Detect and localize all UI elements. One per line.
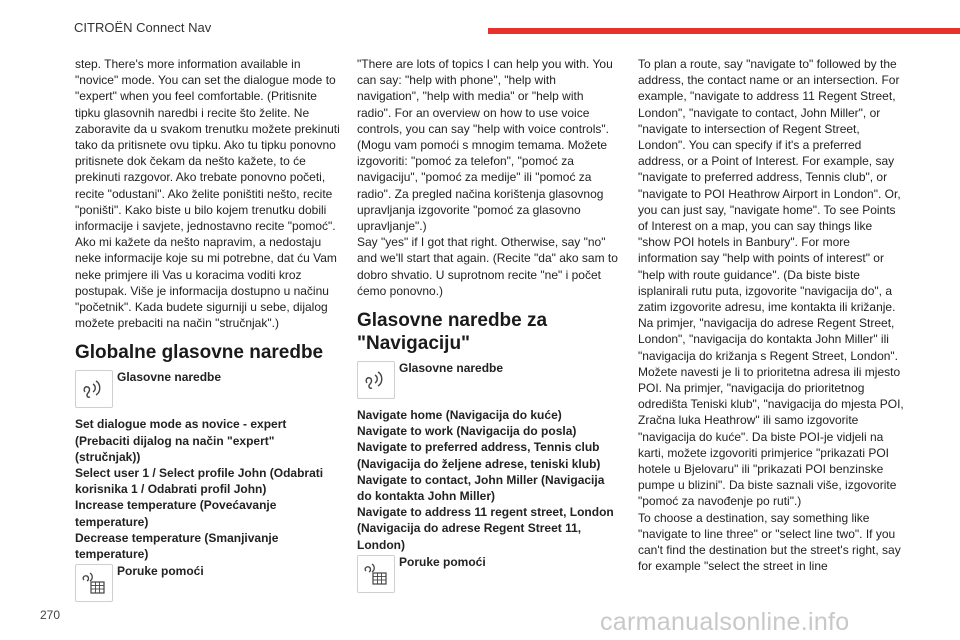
header-accent-bar — [488, 28, 960, 34]
running-header: CITROËN Connect Nav — [74, 20, 212, 35]
column-2 — [357, 56, 620, 601]
column-1 — [75, 56, 343, 610]
help-messages-icon — [357, 555, 395, 593]
help-messages-label-row — [75, 564, 343, 602]
column-3 — [638, 56, 904, 575]
help-messages-label: Poruke pomoći — [117, 564, 204, 579]
intro-paragraph: step. There's more information available in "novice" mode. You can set the dialogue mode to "expert" when you feel comfortable. (Pritisnite tipku glasovnih naredbi i recite što želite. Ne zaboravite da u svakom trenutku možete prekinuti tako da pritisnete ovu tipku. Ako tu tipku ponovno pritisnete dok čekam da nešto kažete, to će prekinuti razgovor. Ako trebate ponovno početi, recite "odustani". Ako želite poništiti nešto, recite "poništi". Kako biste u bilo kojem trenutku dobili informacije i savjete, jednostavno recite "pomoć". Ako mi kažete da nešto napravim, a nedostaju neke informacije koje su mi potrebne, dat ću Vam neke primjere ili Vas u koracima voditi kroz postupak. Više je informacija dostupno u načinu "početnik". Kada budete sigurniji u sebe, dijalog možete prebaciti na način "stručnjak".) — [75, 57, 340, 331]
section-heading-global: Globalne glasovne naredbe — [75, 342, 324, 364]
voice-commands-label: Glasovne naredbe — [399, 361, 504, 376]
voice-commands-label: Glasovne naredbe — [117, 370, 222, 385]
help-topics-paragraph: "There are lots of topics I can help you with. You can say: "help with phone", "help with navigation", "help with media" or "help with radio". For an overview on how to use voice controls, you can say "help with voice controls". (Mogu vam pomoći s mnogim temama. Možete izgovoriti: "pomoć za telefon", "pomoć za navigaciju", "pomoć za medije" ili "pomoć za radio". Za pregled načina korištenja glasovnog upravljanja izgovorite "pomoć za glasovno upravljanje".) Say "yes" if I got that right. Otherwise, say "no" and we'll start that again. (Recite "da" ako sam to dobro shvatio. U suprotnom recite "ne" i počet ćemo ponovno.) — [357, 57, 618, 298]
voice-commands-label-row — [357, 361, 620, 399]
section-heading-navigation: Glasovne naredbe za "Navigaciju" — [357, 310, 548, 355]
help-messages-label: Poruke pomoći — [399, 554, 486, 569]
voice-commands-label-row — [75, 370, 343, 408]
route-planning-paragraph: To plan a route, say "navigate to" followed by the address, the contact name or an intersection. For example, "navigate to address 11 Regent Street, London", "navigate to contact, John Miller", or "navigate to intersection of Regent Street, London". You can specify if it's a preferred address, or a Point of Interest. For example, say "navigate to preferred address, Tennis club", or "navigate to POI Heathrow Airport in London". Or, you can just say, "navigate home". To see Points of Interest on a map, you can say things like "show POI hotels in Banbury". For more information say "help with points of interest" or "help with route guidance". (Da biste biste isplanirali rutu puta, izgovorite "navigacija do", a zatim izgovorite adresu, ime kontakta ili križanje. Na primjer, "navigacija do adrese Regent Street, London", "navigacija do kontakta John Miller" ili "navigacija do križanja s Regent Street, London". Možete navesti je li to prioritetna adresa ili mjesto POI. Na primjer, "navigacija do prioritetnog odredišta Teniski klub", "navigacija do mjesta POI, Zračna luka Heathrow" ili samo izgovorite "navigacija do kuće". Da biste POI-je vidjeli na karti, možete izgovoriti primjerice "prikazati POI hotele u Bjelovaru" ili "prikazati POI benzinske pumpe u blizini". Da biste saznali više, izgovorite "pomoć za navođenje po ruti".) To choose a destination, say something like "navigate to line three" or "select line two". If you can't find the destination but the street's right, say for example "select the street in line — [638, 57, 904, 574]
page-number: 270 — [40, 608, 61, 622]
voice-command-icon — [75, 370, 113, 408]
help-messages-label-row — [357, 555, 620, 593]
navigation-commands-list: Navigate home (Navigacija do kuće) Navigate to work (Navigacija do posla) Navigate to preferred address, Tennis club (Navigacija do željene adrese, teniski klub) Navigate to contact, John Miller (Navigacija do kontakta John Miller) Navigate to address 11 regent street, London (Navigacija do adrese Regent Street 11, London) — [357, 408, 614, 552]
watermark: carmanualsonline.info — [600, 608, 850, 636]
help-messages-icon — [75, 564, 113, 602]
global-commands-list: Set dialogue mode as novice - expert (Prebaciti dijalog na način "expert" (stručnjak)) Select user 1 / Select profile John (Odabrati korisnika 1 / Odabrati profil John) Increase temperature (Povećavanje temperature) Decrease temperature (Smanjivanje temperature) — [75, 417, 324, 562]
voice-command-icon — [357, 361, 395, 399]
